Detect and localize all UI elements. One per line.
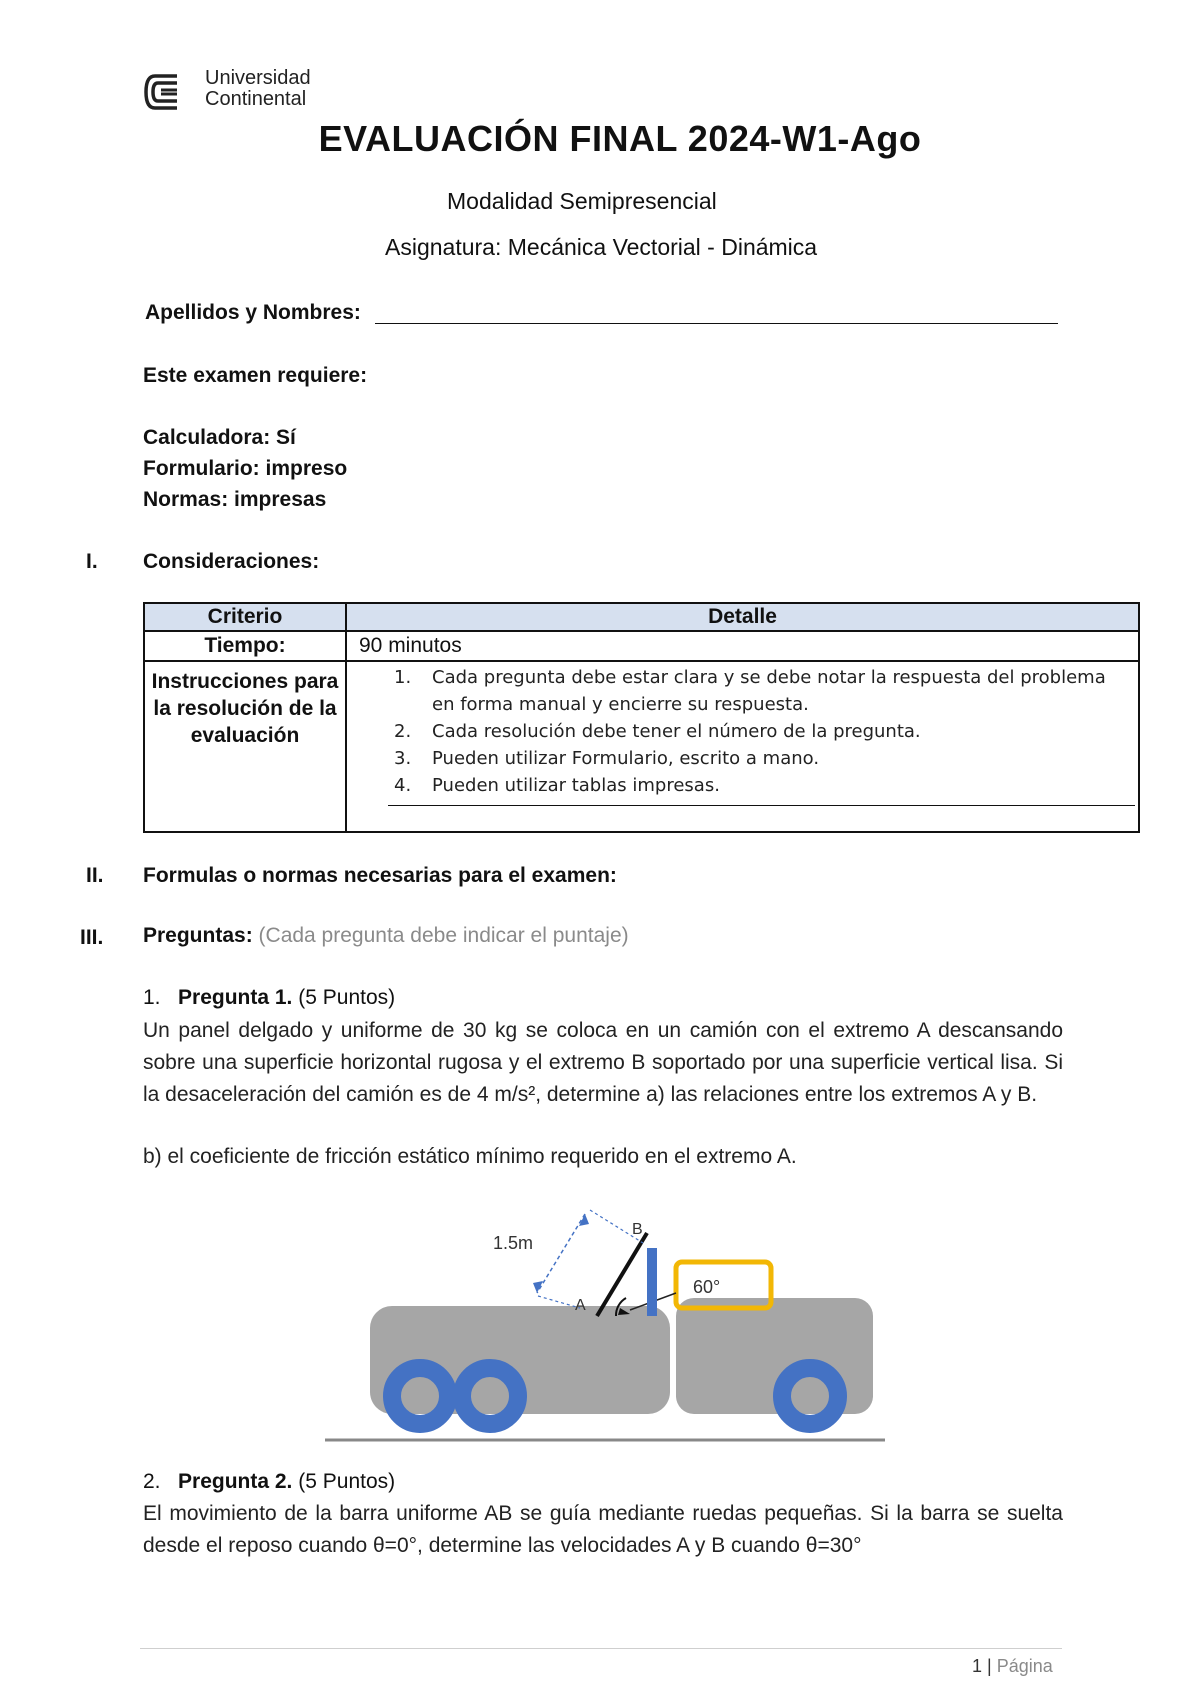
question-1-text: Un panel delgado y uniforme de 30 kg se coloca en un camión con el extremo A descansando sobre una superficie horizontal rugosa y el extremo B soportado por una superficie vertical lisa. Si la desaceleración del camión es de 4 m/s², determine a) las relaciones entre los extremos A y B. [143,1019,1063,1106]
instructions-underline [388,799,1135,806]
instruction-item: 2. Cada resolución debe tener el número de la pregunta. [394,721,921,742]
exam-title: EVALUACIÓN FINAL 2024-W1-Ago [318,118,922,159]
modality: Modalidad Semipresencial [447,188,717,214]
logo-text [205,68,311,110]
vertical-wall [647,1248,657,1316]
question-2-header [143,1470,395,1494]
question-2-title: Pregunta 2. [178,1470,293,1493]
section-1-title: Consideraciones: [143,550,320,573]
section-3-title-row [143,924,629,948]
question-1-number: 1. [143,986,161,1009]
header-criterio: Criterio [144,603,346,631]
instruction-item: 3. Pueden utilizar Formulario, escrito a mano. [394,748,820,769]
question-1-text-b: b) el coeficiente de fricción estático mínimo requerido en el extremo A. [143,1145,797,1168]
length-label: 1.5m [493,1233,534,1253]
question-1-points: (5 Puntos) [298,986,396,1009]
angle-label: 60° [693,1277,721,1297]
point-a-label: A [575,1297,586,1314]
university-logo-icon [143,72,199,112]
panel-ab [597,1233,647,1316]
page-number: 1 [972,1656,983,1676]
section-3-title: Preguntas: [143,924,253,947]
table-header-row [144,603,1139,631]
logo-line-1: Universidad [205,67,311,89]
time-value: 90 minutos [346,631,1139,661]
question-1-header [143,986,395,1010]
section-2-title: Formulas o normas necesarias para el examen: [143,864,617,887]
subject: Asignatura: Mecánica Vectorial - Dinámica [385,234,818,260]
logo-line-2: Continental [205,88,307,110]
instructions-cell [346,661,1139,832]
header-detalle: Detalle [346,603,1139,631]
university-logo [143,68,343,116]
instructions-list [348,664,1137,799]
dimension-arrows-icon [533,1214,589,1293]
page-footer: 1 | Página [972,1656,1053,1676]
point-b-label: B [632,1221,643,1238]
name-underline[interactable] [375,323,1058,324]
criteria-table [143,602,1140,833]
requirement-norms: Normas: impresas [143,488,327,511]
footer-rule [140,1648,1062,1649]
time-label: Tiempo: [144,631,346,661]
section-3-number: III. [80,926,104,949]
section-2-number: II. [86,864,104,887]
requirement-calculator: Calculadora: Sí [143,426,296,449]
name-field [145,301,361,325]
instruction-item: 4. Pueden utilizar tablas impresas. [394,775,720,796]
section-3-note: (Cada pregunta debe indicar el puntaje) [258,924,629,947]
section-1-number: I. [86,550,98,573]
question-2-text: El movimiento de la barra uniforme AB se guía mediante ruedas pequeñas. Si la barra se suelta desde el reposo cuando θ=0°, determine las velocidades A y B cuando θ=30° [143,1502,1063,1557]
table-row-instructions [144,661,1139,832]
question-2-points: (5 Puntos) [298,1470,396,1493]
instructions-label: Instrucciones para la resolución de la evaluación [144,661,346,832]
table-row-time [144,631,1139,661]
name-label: Apellidos y Nombres: [145,301,361,324]
page-label: Página [996,1656,1053,1676]
question-2-number: 2. [143,1470,161,1493]
dimension-line [537,1214,585,1293]
instruction-item: 1. Cada pregunta debe estar clara y se debe notar la respuesta del problema en forma manual y encierre su respuesta. [394,667,1106,715]
truck-figure [320,1198,890,1448]
requirement-formulary: Formulario: impreso [143,457,348,480]
question-1-title: Pregunta 1. [178,986,293,1009]
requirements-heading: Este examen requiere: [143,364,368,387]
